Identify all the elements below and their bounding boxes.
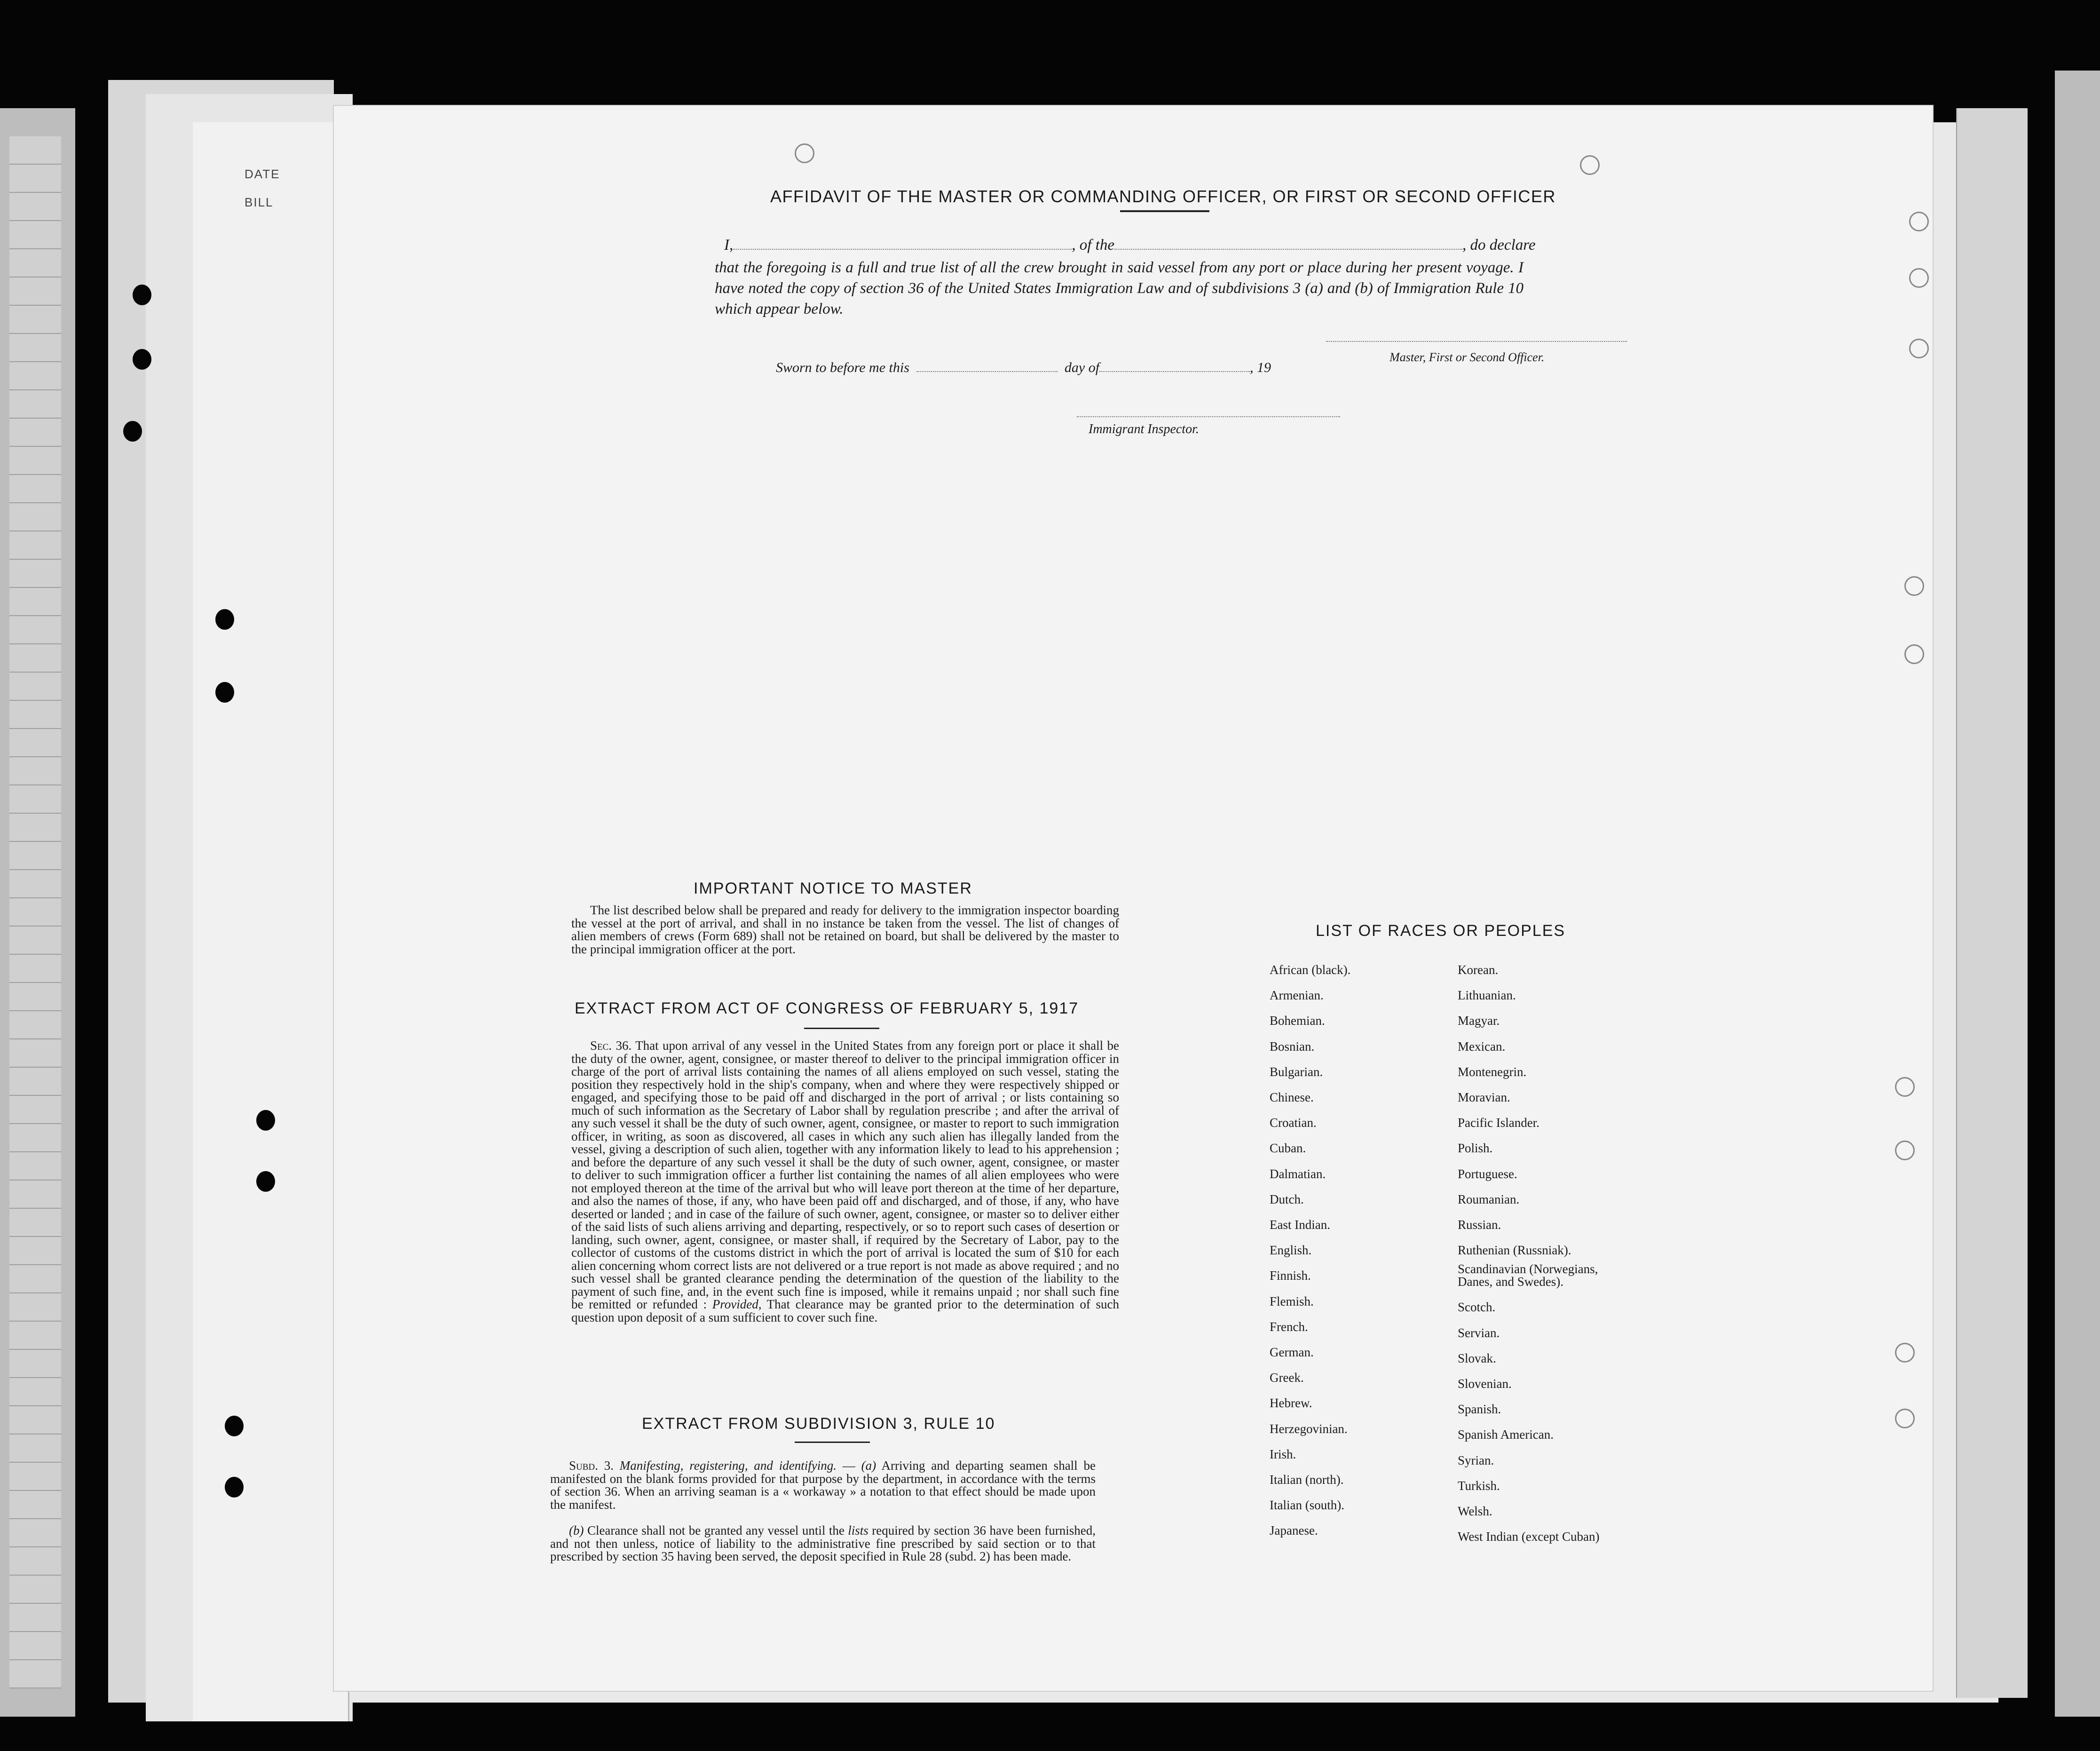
race-item: Roumanian. [1458,1192,1520,1206]
inspector-caption: Immigrant Inspector. [1089,422,1199,436]
race-item: Turkish. [1458,1478,1500,1493]
race-item: Italian (north). [1270,1473,1344,1487]
punch-hole-icon [225,1477,244,1497]
race-item: Spanish American. [1458,1427,1554,1442]
races-right-column [1458,957,1627,1549]
race-item: Italian (south). [1270,1498,1344,1513]
race-item: Croatian. [1270,1116,1317,1130]
race-item: Bosnian. [1270,1039,1315,1054]
race-item: Russian. [1458,1218,1501,1232]
notice-title: IMPORTANT NOTICE TO MASTER [694,879,972,897]
races-left-column [1270,957,1350,1544]
part-b-label: (b) [569,1523,584,1537]
sworn-day-blank [916,371,1058,372]
punch-hole-icon [215,609,234,630]
punch-hole-icon [225,1416,244,1436]
ring-hole-icon [1895,1409,1915,1428]
ring-hole-icon [795,143,814,163]
race-item: Bulgarian. [1270,1064,1323,1079]
sworn-day-text: day of [1064,360,1100,375]
ring-hole-icon [1580,155,1600,175]
ring-hole-icon [1904,644,1924,664]
race-item: Lithuanian. [1458,988,1516,1003]
notice-body: The list described below shall be prepared and ready for delivery to the immigration inspector boarding the vessel at the port of arrival, and shall in no instance be taken from the vessel. The list of changes of alien members of crews (Form 689) shall not be retained on board, but shall be delivered by the master to the principal immigration officer at the port. [571,903,1119,956]
race-item: Servian. [1458,1325,1500,1340]
sworn-year-text: , 19 [1250,360,1271,375]
race-item: Flemish. [1270,1294,1314,1308]
race-item: East Indian. [1270,1218,1330,1232]
race-item: Herzegovinian. [1270,1421,1348,1436]
crew-list-affidavit-page [334,106,1933,1691]
race-item: Ruthenian (Russniak). [1458,1243,1571,1258]
affidavit-title: AFFIDAVIT OF THE MASTER OR COMMANDING OFFICER, OR FIRST OR SECOND OFFICER [770,187,1556,206]
affidavit-declare: , do declare [1462,237,1536,254]
punch-hole-icon [133,349,151,370]
proviso-text: That clearance may be granted prior to the determination of such question upon deposit of a sum sufficient to cover such fine. [571,1297,1119,1324]
part-b-start: Clearance shall not be granted any vessel until the [587,1523,845,1537]
proviso-label: Provided, [712,1297,762,1311]
race-item: Korean. [1458,963,1499,977]
race-item: English. [1270,1243,1312,1258]
inspector-signature-line [1077,416,1340,417]
race-item: African (black). [1270,963,1351,977]
races-title: LIST OF RACES OR PEOPLES [1316,922,1566,940]
tab-label-bill: BILL [245,195,274,209]
race-item: Moravian. [1458,1090,1510,1105]
race-item: West Indian (except Cuban) [1458,1529,1600,1544]
sec-36-label: Sec. 36. [590,1038,632,1053]
vessel-name-blank [1114,249,1462,250]
race-item: Portuguese. [1458,1166,1517,1181]
ring-hole-icon [1895,1343,1915,1363]
extract-act-title: EXTRACT FROM ACT OF CONGRESS OF FEBRUARY 5, 1917 [575,999,1079,1017]
subd-3-title: Manifesting, registering, and identifying. [619,1458,837,1473]
master-name-blank [733,249,1072,250]
extract-rule-title: EXTRACT FROM SUBDIVISION 3, RULE 10 [642,1415,995,1433]
race-item: Chinese. [1270,1090,1314,1105]
race-item: Spanish. [1458,1402,1501,1417]
affidavit-body: that the foregoing is a full and true list of all the crew brought in said vessel from any port or place during her present voyage. I have noted the copy of section 36 of the United States Immigration Law and of subdivisions 3 (a) and (b) of Immigration Rule 10 which appear below. [715,259,1524,317]
race-item: Japanese. [1270,1523,1318,1538]
ring-hole-icon [1904,576,1924,596]
tab-label-date: DATE [245,167,280,181]
race-item: Polish. [1458,1141,1493,1156]
race-item: Montenegrin. [1458,1064,1527,1079]
punch-hole-icon [256,1171,275,1192]
race-item: Slovak. [1458,1351,1496,1365]
race-item: Scandinavian (Norwegians, Danes, and Swedes). [1458,1262,1598,1289]
ring-hole-icon [1909,268,1929,288]
punch-hole-icon [133,285,151,305]
race-item: Dalmatian. [1270,1166,1326,1181]
affidavit-line1 [724,237,1535,254]
punch-hole-icon [256,1110,275,1131]
part-a-label: (a) [861,1458,876,1473]
race-item: Magyar. [1458,1014,1500,1028]
part-b-lists: lists [848,1523,868,1537]
race-item: Cuban. [1270,1141,1306,1156]
race-item: Greek. [1270,1371,1304,1385]
officer-signature-line [1326,341,1627,342]
tab-label [245,160,280,216]
race-item: French. [1270,1319,1308,1334]
extract-rule-body-b [550,1524,1096,1563]
extract-act-body [571,1039,1119,1324]
sworn-month-blank [1099,371,1250,372]
ring-hole-icon [1895,1141,1915,1160]
sworn-text: Sworn to before me this [776,360,909,375]
punch-hole-icon [215,682,234,703]
extract-rule-rule [795,1442,870,1443]
race-item: Armenian. [1270,988,1324,1003]
tab-page [193,122,349,1721]
race-item: Slovenian. [1458,1377,1512,1391]
affidavit-i: I, [724,237,734,254]
right-stacked-page [1956,108,2028,1698]
race-item: Mexican. [1458,1039,1506,1054]
race-item: Pacific Islander. [1458,1116,1539,1130]
left-stacked-pages [0,108,75,1717]
race-item: Welsh. [1458,1504,1492,1519]
race-item: Bohemian. [1270,1014,1325,1028]
right-edge-strip [2055,71,2100,1717]
ring-hole-icon [1895,1077,1915,1097]
ring-hole-icon [1909,339,1929,358]
sec-36-text: That upon arrival of any vessel in the United States from any foreign port or place it shall be the duty of the owner, agent, consignee, or master thereof to deliver to the principal immigration officer in charge of the port of arrival lists containing the names of all aliens employed on such vessel, stating the position they respectively hold in the ship's company, when and where they were respectively shipped or engaged, and specifying those to be paid off and discharged in the port of arrival ; or lists containing so much of such information as the Secretary of Labor shall by regulation prescribe ; and after the arrival of any such vessel it shall be the duty of such owner, agent, consignee, or master to report to such immigration officer, in writing, as soon as discovered, all cases in which any such alien has illegally landed from the vessel, giving a description of such alien, together with any information likely to lead to his apprehension ; and before the departure of any such vessel it shall be the duty of such owner, agent, consignee, or master to deliver to such immigration officer a further list containing the names of all alien employees who were not employed thereon at the time of the arrival but who will leave port thereon at the time of her departure, and also the names of those, if any, who have been paid off and discharged, and of those, if any, who have deserted or landed ; and in case of the failure of such owner, agent, consignee, or master so to deliver either of the said lists of such aliens arriving and departing, respectively, or so to report such cases of desertion or landing, such owner, agent, consignee, or master shall, if required by the Secretary of Labor, pay to the collector of customs of the customs district in which the port of arrival is located the sum of $10 for each alien concerning whom correct lists are not delivered or a true report is not made as above required ; and no such vessel shall be granted clearance pending the determination of the question of the liability to the payment of such fine, and, in the event such fine is imposed, while it remains unpaid ; nor shall such fine be remitted or refunded : [571,1038,1119,1311]
part-a-text: Arriving and departing seamen shall be manifested on the blank forms provided for that purpose by the department, in accordance with the terms of section 36. When an arriving seaman is a « workaway » a notation to that effect should be made upon the manifest. [550,1458,1096,1512]
ring-hole-icon [1909,212,1929,231]
race-item: Dutch. [1270,1192,1304,1206]
officer-caption: Master, First or Second Officer. [1389,350,1545,364]
extract-rule-body-a: Subd. 3. Manifesting, registering, and identifying. — (a) Arriving and departing seamen shall be manifested on the blank forms provided for that purpose by the department, in accordance with the terms of section 36. When an arriving seaman is a « workaway » a notation to that effect should be made upon the manifest. [550,1458,1096,1512]
sworn-line [776,360,1271,376]
affidavit-of: , of the [1072,237,1114,254]
race-item: Syrian. [1458,1453,1494,1467]
punch-hole-icon [123,421,142,442]
race-item: Hebrew. [1270,1396,1312,1410]
race-item: Scotch. [1458,1300,1496,1315]
race-item: Irish. [1270,1447,1296,1461]
title-underline [1120,210,1209,212]
race-item: German. [1270,1345,1314,1360]
race-item: Finnish. [1270,1268,1311,1283]
part-b-rest: required by section 36 have been furnished, and not then unless, notice of liability to the administrative fine prescribed by said section or to that prescribed by section 35 having been served, the deposit specified in Rule 28 (subd. 2) has been made. [550,1523,1096,1563]
subd-3-label: Subd. 3. [569,1458,614,1473]
extract-act-rule [804,1028,879,1029]
